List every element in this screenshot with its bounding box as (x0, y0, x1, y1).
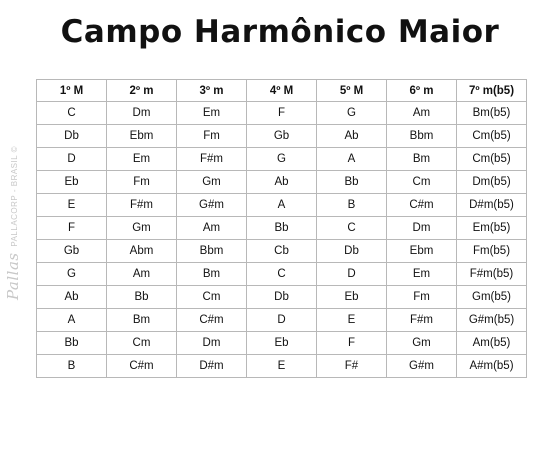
column-header: 1º M (37, 80, 107, 102)
chord-cell: Em (107, 148, 177, 171)
chord-cell: Ab (37, 286, 107, 309)
chord-table (36, 79, 527, 378)
chord-cell: F#m(b5) (457, 263, 527, 286)
chord-cell: C#m (387, 194, 457, 217)
chord-cell: Dm(b5) (457, 171, 527, 194)
table-row (37, 240, 527, 263)
watermark-text: PALLACORP - BRASIL © (10, 145, 19, 247)
chord-cell: Cm(b5) (457, 125, 527, 148)
chord-cell: Cm (387, 171, 457, 194)
table-row (37, 332, 527, 355)
chord-cell: Em (387, 263, 457, 286)
table-row (37, 263, 527, 286)
chord-cell: D (317, 263, 387, 286)
chord-cell: Cb (247, 240, 317, 263)
table-row (37, 102, 527, 125)
chord-cell: B (37, 355, 107, 378)
chord-cell: Am (177, 217, 247, 240)
chord-cell: Bbm (387, 125, 457, 148)
column-header: 6º m (387, 80, 457, 102)
chord-cell: Am (387, 102, 457, 125)
table-row (37, 217, 527, 240)
chord-cell: Gm (177, 171, 247, 194)
chord-cell: Fm (387, 286, 457, 309)
chord-cell: Eb (37, 171, 107, 194)
chord-cell: Am(b5) (457, 332, 527, 355)
chord-cell: Am (107, 263, 177, 286)
table-row (37, 194, 527, 217)
chord-cell: A#m(b5) (457, 355, 527, 378)
column-header: 5º M (317, 80, 387, 102)
chord-cell: D#m (177, 355, 247, 378)
chord-cell: Bm (177, 263, 247, 286)
chord-cell: C#m (177, 309, 247, 332)
chord-cell: G (37, 263, 107, 286)
chord-cell: Bm (387, 148, 457, 171)
chord-cell: Fm(b5) (457, 240, 527, 263)
chord-cell: F (37, 217, 107, 240)
chord-cell: A (37, 309, 107, 332)
chord-cell: G#m (387, 355, 457, 378)
chord-cell: Bb (37, 332, 107, 355)
chord-cell: D (37, 148, 107, 171)
chord-cell: C (37, 102, 107, 125)
chord-cell: Dm (387, 217, 457, 240)
chord-cell: Dm (177, 332, 247, 355)
chord-cell: Gm(b5) (457, 286, 527, 309)
chord-cell: F (247, 102, 317, 125)
column-header: 2º m (107, 80, 177, 102)
chord-cell: Bb (107, 286, 177, 309)
column-header: 7º m(b5) (457, 80, 527, 102)
table-row (37, 355, 527, 378)
chord-cell: Ab (317, 125, 387, 148)
chord-cell: Gm (387, 332, 457, 355)
table-row (37, 125, 527, 148)
chord-cell: D#m(b5) (457, 194, 527, 217)
chord-cell: Ebm (387, 240, 457, 263)
chord-cell: A (317, 148, 387, 171)
chord-cell: Gb (247, 125, 317, 148)
table-row (37, 148, 527, 171)
chord-cell: Cm (107, 332, 177, 355)
column-header: 4º M (247, 80, 317, 102)
chord-cell: E (317, 309, 387, 332)
chord-cell: Cm(b5) (457, 148, 527, 171)
table-header-row (37, 80, 527, 102)
table-body (37, 102, 527, 378)
table-row (37, 309, 527, 332)
chord-cell: C#m (107, 355, 177, 378)
chord-cell: Bb (247, 217, 317, 240)
chord-cell: B (317, 194, 387, 217)
chord-cell: Ebm (107, 125, 177, 148)
chord-cell: F#m (387, 309, 457, 332)
chord-cell: G (317, 102, 387, 125)
chord-cell: C (317, 217, 387, 240)
chord-cell: Db (37, 125, 107, 148)
chord-cell: F#m (107, 194, 177, 217)
chord-cell: G#m(b5) (457, 309, 527, 332)
chord-cell: Cm (177, 286, 247, 309)
chord-cell: E (37, 194, 107, 217)
chord-cell: A (247, 194, 317, 217)
page-title: Campo Harmônico Maior (60, 14, 500, 50)
chord-cell: Fm (107, 171, 177, 194)
chord-cell: G (247, 148, 317, 171)
chord-cell: F#m (177, 148, 247, 171)
chord-cell: Fm (177, 125, 247, 148)
chord-cell: F (317, 332, 387, 355)
chord-cell: C (247, 263, 317, 286)
chord-cell: E (247, 355, 317, 378)
chord-cell: Bb (317, 171, 387, 194)
chord-cell: Dm (107, 102, 177, 125)
chord-cell: Gm (107, 217, 177, 240)
chord-cell: Em(b5) (457, 217, 527, 240)
chord-cell: Abm (107, 240, 177, 263)
watermark (4, 146, 22, 300)
chord-cell: Gb (37, 240, 107, 263)
chord-cell: D (247, 309, 317, 332)
table-row (37, 171, 527, 194)
column-header: 3º m (177, 80, 247, 102)
chord-cell: Eb (317, 286, 387, 309)
table-row (37, 286, 527, 309)
chord-cell: Eb (247, 332, 317, 355)
chord-cell: G#m (177, 194, 247, 217)
chord-cell: Bm (107, 309, 177, 332)
chord-cell: Db (247, 286, 317, 309)
watermark-logo: Pallas (4, 252, 22, 300)
chord-cell: Bm(b5) (457, 102, 527, 125)
chord-cell: F# (317, 355, 387, 378)
chord-cell: Ab (247, 171, 317, 194)
chord-cell: Em (177, 102, 247, 125)
chord-cell: Db (317, 240, 387, 263)
chord-cell: Bbm (177, 240, 247, 263)
